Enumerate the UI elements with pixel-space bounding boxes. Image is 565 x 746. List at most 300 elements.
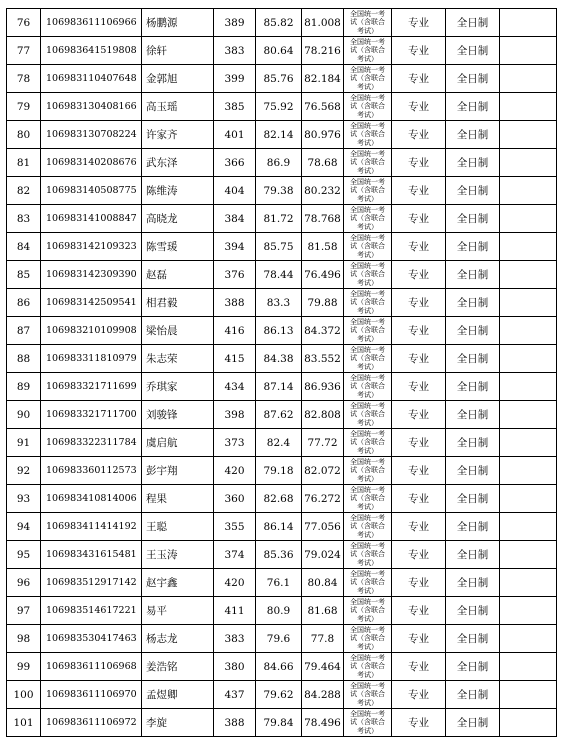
retest-score: 75.92 — [256, 93, 302, 121]
candidate-name: 赵磊 — [142, 261, 214, 289]
exam-method-line: 考试） — [357, 418, 378, 427]
exam-method-line: 试（含联合 — [350, 270, 385, 279]
table-row — [7, 317, 557, 345]
study-mode: 全日制 — [446, 541, 500, 569]
initial-score: 388 — [214, 709, 256, 737]
remarks-cell — [500, 569, 557, 597]
retest-score: 85.75 — [256, 233, 302, 261]
candidate-name: 李旋 — [142, 709, 214, 737]
exam-method-line: 试（含联合 — [350, 74, 385, 83]
degree-type: 专业 — [392, 261, 446, 289]
row-number: 93 — [7, 485, 41, 513]
exam-method — [344, 317, 392, 345]
total-score: 81.008 — [302, 9, 344, 37]
table-row — [7, 541, 557, 569]
study-mode: 全日制 — [446, 205, 500, 233]
exam-method-line: 试（含联合 — [350, 102, 385, 111]
retest-score: 86.9 — [256, 149, 302, 177]
row-number: 77 — [7, 37, 41, 65]
study-mode: 全日制 — [446, 709, 500, 737]
total-score: 80.976 — [302, 121, 344, 149]
exam-method — [344, 401, 392, 429]
exam-number: 106983431615481 — [41, 541, 142, 569]
initial-score: 394 — [214, 233, 256, 261]
exam-method-line: 全国统一考 — [350, 653, 385, 662]
row-number: 95 — [7, 541, 41, 569]
table-row — [7, 569, 557, 597]
degree-type: 专业 — [392, 429, 446, 457]
exam-method-line: 考试） — [357, 306, 378, 315]
exam-method-line: 试（含联合 — [350, 578, 385, 587]
retest-score: 84.38 — [256, 345, 302, 373]
table-row — [7, 485, 557, 513]
exam-method-line: 全国统一考 — [350, 625, 385, 634]
table-body — [7, 9, 557, 737]
study-mode: 全日制 — [446, 37, 500, 65]
exam-method-line: 全国统一考 — [350, 9, 385, 18]
retest-score: 82.14 — [256, 121, 302, 149]
exam-number: 106983110407648 — [41, 65, 142, 93]
table-row — [7, 121, 557, 149]
study-mode: 全日制 — [446, 93, 500, 121]
initial-score: 376 — [214, 261, 256, 289]
table-row — [7, 65, 557, 93]
candidate-name: 程果 — [142, 485, 214, 513]
retest-score: 79.38 — [256, 177, 302, 205]
exam-number: 106983321711700 — [41, 401, 142, 429]
exam-number: 106983130708224 — [41, 121, 142, 149]
degree-type: 专业 — [392, 457, 446, 485]
total-score: 80.84 — [302, 569, 344, 597]
exam-method-line: 全国统一考 — [350, 233, 385, 242]
candidate-name: 陈维涛 — [142, 177, 214, 205]
retest-score: 80.64 — [256, 37, 302, 65]
exam-method-line: 全国统一考 — [350, 317, 385, 326]
degree-type: 专业 — [392, 569, 446, 597]
retest-score: 79.6 — [256, 625, 302, 653]
retest-score: 85.76 — [256, 65, 302, 93]
row-number: 98 — [7, 625, 41, 653]
total-score: 82.072 — [302, 457, 344, 485]
exam-method-line: 全国统一考 — [350, 345, 385, 354]
exam-method — [344, 9, 392, 37]
exam-method — [344, 541, 392, 569]
exam-method-line: 试（含联合 — [350, 18, 385, 27]
exam-number: 106983410814006 — [41, 485, 142, 513]
study-mode: 全日制 — [446, 121, 500, 149]
table-row — [7, 373, 557, 401]
initial-score: 384 — [214, 205, 256, 233]
exam-method-line: 全国统一考 — [350, 541, 385, 550]
row-number: 87 — [7, 317, 41, 345]
candidate-name: 王聪 — [142, 513, 214, 541]
candidate-name: 王玉涛 — [142, 541, 214, 569]
retest-score: 76.1 — [256, 569, 302, 597]
row-number: 90 — [7, 401, 41, 429]
table-row — [7, 9, 557, 37]
candidate-name: 徐轩 — [142, 37, 214, 65]
retest-score: 82.68 — [256, 485, 302, 513]
row-number: 99 — [7, 653, 41, 681]
exam-method-line: 全国统一考 — [350, 177, 385, 186]
degree-type: 专业 — [392, 93, 446, 121]
exam-method-line: 考试） — [357, 726, 378, 735]
exam-method — [344, 345, 392, 373]
study-mode: 全日制 — [446, 149, 500, 177]
exam-method-line: 考试） — [357, 82, 378, 91]
exam-method-line: 全国统一考 — [350, 457, 385, 466]
initial-score: 383 — [214, 37, 256, 65]
retest-score: 80.9 — [256, 597, 302, 625]
exam-method-line: 试（含联合 — [350, 606, 385, 615]
retest-score: 84.66 — [256, 653, 302, 681]
study-mode: 全日制 — [446, 653, 500, 681]
degree-type: 专业 — [392, 149, 446, 177]
degree-type: 专业 — [392, 541, 446, 569]
total-score: 79.024 — [302, 541, 344, 569]
remarks-cell — [500, 429, 557, 457]
exam-method-line: 全国统一考 — [350, 485, 385, 494]
exam-method-line: 试（含联合 — [350, 214, 385, 223]
degree-type: 专业 — [392, 121, 446, 149]
candidate-name: 易平 — [142, 597, 214, 625]
exam-number: 106983322311784 — [41, 429, 142, 457]
exam-method-line: 试（含联合 — [350, 298, 385, 307]
table-row — [7, 205, 557, 233]
total-score: 79.88 — [302, 289, 344, 317]
row-number: 92 — [7, 457, 41, 485]
exam-method-line: 考试） — [357, 446, 378, 455]
candidate-name: 高晓龙 — [142, 205, 214, 233]
total-score: 76.496 — [302, 261, 344, 289]
table-row — [7, 597, 557, 625]
exam-number: 106983140508775 — [41, 177, 142, 205]
exam-method-line: 试（含联合 — [350, 438, 385, 447]
initial-score: 416 — [214, 317, 256, 345]
exam-method-line: 全国统一考 — [350, 513, 385, 522]
remarks-cell — [500, 233, 557, 261]
exam-method — [344, 261, 392, 289]
exam-method — [344, 65, 392, 93]
initial-score: 401 — [214, 121, 256, 149]
exam-method-line: 试（含联合 — [350, 130, 385, 139]
exam-method-line: 全国统一考 — [350, 65, 385, 74]
initial-score: 385 — [214, 93, 256, 121]
initial-score: 420 — [214, 569, 256, 597]
degree-type: 专业 — [392, 597, 446, 625]
row-number: 89 — [7, 373, 41, 401]
retest-score: 86.14 — [256, 513, 302, 541]
candidate-name: 杨鹏源 — [142, 9, 214, 37]
exam-method-line: 全国统一考 — [350, 149, 385, 158]
exam-number: 106983130408166 — [41, 93, 142, 121]
initial-score: 360 — [214, 485, 256, 513]
exam-number: 106983142509541 — [41, 289, 142, 317]
row-number: 82 — [7, 177, 41, 205]
exam-method — [344, 233, 392, 261]
degree-type: 专业 — [392, 37, 446, 65]
degree-type: 专业 — [392, 233, 446, 261]
exam-method-line: 考试） — [357, 530, 378, 539]
exam-method — [344, 513, 392, 541]
exam-method-line: 全国统一考 — [350, 597, 385, 606]
table-row — [7, 93, 557, 121]
exam-method-line: 试（含联合 — [350, 326, 385, 335]
table-row — [7, 429, 557, 457]
remarks-cell — [500, 289, 557, 317]
exam-number: 106983514617221 — [41, 597, 142, 625]
study-mode: 全日制 — [446, 177, 500, 205]
exam-method-line: 考试） — [357, 334, 378, 343]
remarks-cell — [500, 485, 557, 513]
remarks-cell — [500, 373, 557, 401]
exam-method-line: 试（含联合 — [350, 158, 385, 167]
exam-method — [344, 93, 392, 121]
candidate-name: 相君毅 — [142, 289, 214, 317]
total-score: 83.552 — [302, 345, 344, 373]
remarks-cell — [500, 317, 557, 345]
study-mode: 全日制 — [446, 233, 500, 261]
exam-method — [344, 429, 392, 457]
degree-type: 专业 — [392, 681, 446, 709]
exam-method-line: 考试） — [357, 26, 378, 35]
exam-method-line: 全国统一考 — [350, 681, 385, 690]
exam-method-line: 考试） — [357, 502, 378, 511]
initial-score: 420 — [214, 457, 256, 485]
candidate-name: 梁怡晨 — [142, 317, 214, 345]
table-row — [7, 681, 557, 709]
total-score: 77.72 — [302, 429, 344, 457]
candidate-name: 杨志龙 — [142, 625, 214, 653]
degree-type: 专业 — [392, 485, 446, 513]
exam-number: 106983311810979 — [41, 345, 142, 373]
exam-method-line: 试（含联合 — [350, 690, 385, 699]
exam-method-line: 全国统一考 — [350, 121, 385, 130]
degree-type: 专业 — [392, 653, 446, 681]
study-mode: 全日制 — [446, 317, 500, 345]
candidate-name: 朱志荣 — [142, 345, 214, 373]
remarks-cell — [500, 93, 557, 121]
candidate-name: 刘骏锋 — [142, 401, 214, 429]
candidate-name: 武东泽 — [142, 149, 214, 177]
exam-method-line: 考试） — [357, 54, 378, 63]
exam-method-line: 考试） — [357, 698, 378, 707]
degree-type: 专业 — [392, 401, 446, 429]
retest-score: 79.84 — [256, 709, 302, 737]
study-mode: 全日制 — [446, 597, 500, 625]
retest-score: 87.14 — [256, 373, 302, 401]
row-number: 91 — [7, 429, 41, 457]
exam-method-line: 试（含联合 — [350, 354, 385, 363]
candidate-name: 高玉瑶 — [142, 93, 214, 121]
total-score: 81.58 — [302, 233, 344, 261]
exam-method-line: 试（含联合 — [350, 522, 385, 531]
row-number: 78 — [7, 65, 41, 93]
retest-score: 86.13 — [256, 317, 302, 345]
remarks-cell — [500, 681, 557, 709]
exam-method-line: 考试） — [357, 474, 378, 483]
exam-number: 106983611106968 — [41, 653, 142, 681]
row-number: 101 — [7, 709, 41, 737]
candidate-name: 陈雪瑗 — [142, 233, 214, 261]
total-score: 78.496 — [302, 709, 344, 737]
exam-method-line: 试（含联合 — [350, 242, 385, 251]
table-row — [7, 149, 557, 177]
exam-number: 106983611106972 — [41, 709, 142, 737]
table-row — [7, 233, 557, 261]
retest-score: 85.36 — [256, 541, 302, 569]
exam-method-line: 考试） — [357, 642, 378, 651]
exam-number: 106983530417463 — [41, 625, 142, 653]
exam-number: 106983611106966 — [41, 9, 142, 37]
degree-type: 专业 — [392, 177, 446, 205]
exam-method-line: 考试） — [357, 194, 378, 203]
exam-method-line: 全国统一考 — [350, 37, 385, 46]
remarks-cell — [500, 709, 557, 737]
degree-type: 专业 — [392, 709, 446, 737]
candidate-name: 赵宇鑫 — [142, 569, 214, 597]
exam-method-line: 全国统一考 — [350, 93, 385, 102]
row-number: 96 — [7, 569, 41, 597]
exam-method — [344, 681, 392, 709]
retest-score: 83.3 — [256, 289, 302, 317]
row-number: 79 — [7, 93, 41, 121]
exam-number: 106983142109323 — [41, 233, 142, 261]
total-score: 77.8 — [302, 625, 344, 653]
retest-score: 82.4 — [256, 429, 302, 457]
row-number: 86 — [7, 289, 41, 317]
exam-method-line: 全国统一考 — [350, 205, 385, 214]
retest-score: 79.18 — [256, 457, 302, 485]
initial-score: 389 — [214, 9, 256, 37]
study-mode: 全日制 — [446, 625, 500, 653]
remarks-cell — [500, 37, 557, 65]
exam-number: 106983140208676 — [41, 149, 142, 177]
exam-number: 106983411414192 — [41, 513, 142, 541]
total-score: 82.808 — [302, 401, 344, 429]
exam-method-line: 全国统一考 — [350, 569, 385, 578]
initial-score: 399 — [214, 65, 256, 93]
remarks-cell — [500, 457, 557, 485]
initial-score: 366 — [214, 149, 256, 177]
remarks-cell — [500, 541, 557, 569]
initial-score: 398 — [214, 401, 256, 429]
row-number: 94 — [7, 513, 41, 541]
exam-method-line: 试（含联合 — [350, 410, 385, 419]
remarks-cell — [500, 65, 557, 93]
exam-method — [344, 121, 392, 149]
exam-method — [344, 177, 392, 205]
total-score: 78.68 — [302, 149, 344, 177]
table-row — [7, 289, 557, 317]
exam-number: 106983611106970 — [41, 681, 142, 709]
degree-type: 专业 — [392, 373, 446, 401]
exam-number: 106983360112573 — [41, 457, 142, 485]
row-number: 80 — [7, 121, 41, 149]
remarks-cell — [500, 625, 557, 653]
study-mode: 全日制 — [446, 569, 500, 597]
row-number: 97 — [7, 597, 41, 625]
initial-score: 383 — [214, 625, 256, 653]
candidate-name: 金郭旭 — [142, 65, 214, 93]
total-score: 77.056 — [302, 513, 344, 541]
remarks-cell — [500, 149, 557, 177]
exam-method-line: 试（含联合 — [350, 550, 385, 559]
table-row — [7, 653, 557, 681]
exam-method — [344, 485, 392, 513]
degree-type: 专业 — [392, 513, 446, 541]
row-number: 83 — [7, 205, 41, 233]
table-row — [7, 37, 557, 65]
exam-method-line: 考试） — [357, 362, 378, 371]
degree-type: 专业 — [392, 205, 446, 233]
total-score: 80.232 — [302, 177, 344, 205]
exam-method-line: 全国统一考 — [350, 401, 385, 410]
exam-method-line: 考试） — [357, 614, 378, 623]
exam-number: 106983142309390 — [41, 261, 142, 289]
table-row — [7, 177, 557, 205]
exam-method-line: 试（含联合 — [350, 466, 385, 475]
exam-method-line: 考试） — [357, 250, 378, 259]
total-score: 86.936 — [302, 373, 344, 401]
remarks-cell — [500, 653, 557, 681]
row-number: 81 — [7, 149, 41, 177]
exam-method-line: 全国统一考 — [350, 429, 385, 438]
exam-method-line: 考试） — [357, 586, 378, 595]
remarks-cell — [500, 261, 557, 289]
total-score: 76.568 — [302, 93, 344, 121]
exam-method — [344, 37, 392, 65]
candidate-name: 虞启航 — [142, 429, 214, 457]
study-mode: 全日制 — [446, 373, 500, 401]
study-mode: 全日制 — [446, 485, 500, 513]
exam-method-line: 考试） — [357, 138, 378, 147]
degree-type: 专业 — [392, 345, 446, 373]
degree-type: 专业 — [392, 625, 446, 653]
study-mode: 全日制 — [446, 457, 500, 485]
study-mode: 全日制 — [446, 513, 500, 541]
degree-type: 专业 — [392, 65, 446, 93]
table-row — [7, 345, 557, 373]
exam-method-line: 全国统一考 — [350, 709, 385, 718]
candidate-name: 乔琪家 — [142, 373, 214, 401]
exam-method-line: 全国统一考 — [350, 261, 385, 270]
exam-method-line: 试（含联合 — [350, 186, 385, 195]
total-score: 82.184 — [302, 65, 344, 93]
table-row — [7, 261, 557, 289]
initial-score: 388 — [214, 289, 256, 317]
table-row — [7, 709, 557, 737]
exam-number: 106983210109908 — [41, 317, 142, 345]
exam-method-line: 试（含联合 — [350, 634, 385, 643]
exam-method-line: 考试） — [357, 390, 378, 399]
total-score: 84.288 — [302, 681, 344, 709]
initial-score: 380 — [214, 653, 256, 681]
exam-method — [344, 625, 392, 653]
exam-method — [344, 709, 392, 737]
exam-method-line: 全国统一考 — [350, 289, 385, 298]
retest-score: 81.72 — [256, 205, 302, 233]
total-score: 79.464 — [302, 653, 344, 681]
exam-method — [344, 597, 392, 625]
initial-score: 355 — [214, 513, 256, 541]
exam-method-line: 考试） — [357, 278, 378, 287]
study-mode: 全日制 — [446, 401, 500, 429]
initial-score: 434 — [214, 373, 256, 401]
retest-score: 78.44 — [256, 261, 302, 289]
exam-number: 106983141008847 — [41, 205, 142, 233]
remarks-cell — [500, 513, 557, 541]
